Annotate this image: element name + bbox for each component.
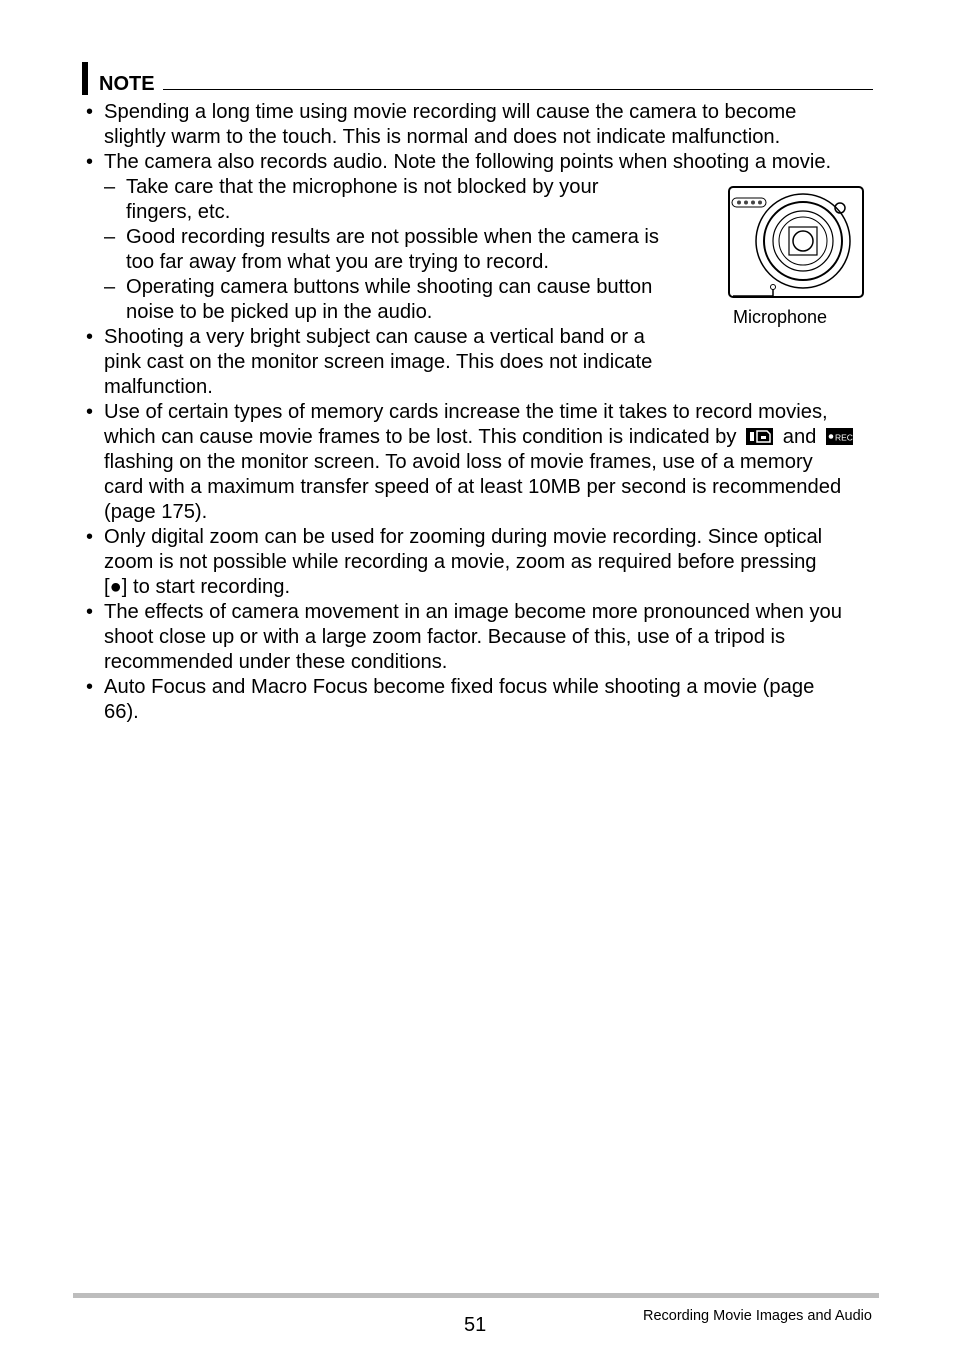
subitem-2-line-2: too far away from what you are trying to record.	[126, 251, 550, 273]
page-number: 51	[464, 1314, 487, 1336]
microphone-caption: Microphone	[733, 307, 828, 327]
note-marker-bar	[82, 62, 88, 95]
bullet-7-line-2: 66).	[104, 701, 139, 723]
dash-marker: –	[104, 276, 116, 298]
svg-text:REC: REC	[835, 432, 853, 443]
bullet-1-line-2: slightly warm to the touch. This is normal and does not indicate malfunction.	[104, 126, 781, 148]
dash-marker: –	[104, 226, 116, 248]
bullet-5-line-3: [●] to start recording.	[104, 576, 291, 598]
bullet-7-line-1: Auto Focus and Macro Focus become fixed focus while shooting a movie (page	[104, 676, 815, 698]
bullet-4-line-1: Use of certain types of memory cards increase the time it takes to record movies,	[104, 401, 828, 423]
bullet-4-line-5: card with a maximum transfer speed of at least 10MB per second is recommended	[104, 476, 842, 498]
subitem-2-line-1: Good recording results are not possible when the camera is	[126, 226, 660, 248]
bullet-3-line-2: pink cast on the monitor screen image. This does not indicate	[104, 351, 653, 373]
subitem-3-line-1: Operating camera buttons while shooting can cause button	[126, 276, 653, 298]
bullet-2-line-1: The camera also records audio. Note the following points when shooting a movie.	[104, 151, 832, 173]
rec-icon	[826, 428, 853, 445]
dash-marker: –	[104, 176, 116, 198]
bullet-marker: •	[86, 401, 94, 423]
bullet-6-line-1: The effects of camera movement in an image become more pronounced when you	[104, 601, 842, 623]
subitem-3-line-2: noise to be picked up in the audio.	[126, 301, 433, 323]
bullet-marker: •	[86, 676, 94, 698]
lens-center	[793, 231, 813, 251]
bullet-6-line-2: shoot close up or with a large zoom factor. Because of this, use of a tripod is	[104, 626, 786, 648]
subitem-1-line-2: fingers, etc.	[126, 201, 231, 223]
lens-outer-ring	[756, 194, 850, 288]
memory-card-icon	[746, 428, 773, 445]
bullet-marker: •	[86, 601, 94, 623]
bullet-marker: •	[86, 326, 94, 348]
bullet-3-line-3: malfunction.	[104, 376, 213, 398]
note-divider	[163, 89, 873, 90]
lens-ring	[764, 202, 842, 280]
bullet-4-line-2: which can cause movie frames to be lost. This condition is indicated by and REC	[104, 426, 853, 448]
bullet-marker: •	[86, 526, 94, 548]
bullet-3-line-1: Shooting a very bright subject can cause a vertical band or a	[104, 326, 645, 348]
bullet-6-line-3: recommended under these conditions.	[104, 651, 448, 673]
bullet-4-line-6: (page 175).	[104, 501, 208, 523]
note-header	[82, 62, 874, 96]
camera-microphone-diagram	[728, 184, 866, 300]
footer-divider	[73, 1293, 879, 1298]
bullet-1-line-1: Spending a long time using movie recording will cause the camera to become	[104, 101, 797, 123]
bullet-5-line-1: Only digital zoom can be used for zooming during movie recording. Since optical	[104, 526, 823, 548]
footer-section-title: Recording Movie Images and Audio	[643, 1308, 872, 1324]
bullet-5-line-2: zoom is not possible while recording a movie, zoom as required before pressing	[104, 551, 817, 573]
microphone-hole	[771, 285, 776, 290]
bullet-4-line-4: flashing on the monitor screen. To avoid loss of movie frames, use of a memory	[104, 451, 813, 473]
bullet-marker: •	[86, 151, 94, 173]
note-label: NOTE	[99, 73, 155, 95]
subitem-1-line-1: Take care that the microphone is not blocked by your	[126, 176, 599, 198]
bullet-marker: •	[86, 101, 94, 123]
